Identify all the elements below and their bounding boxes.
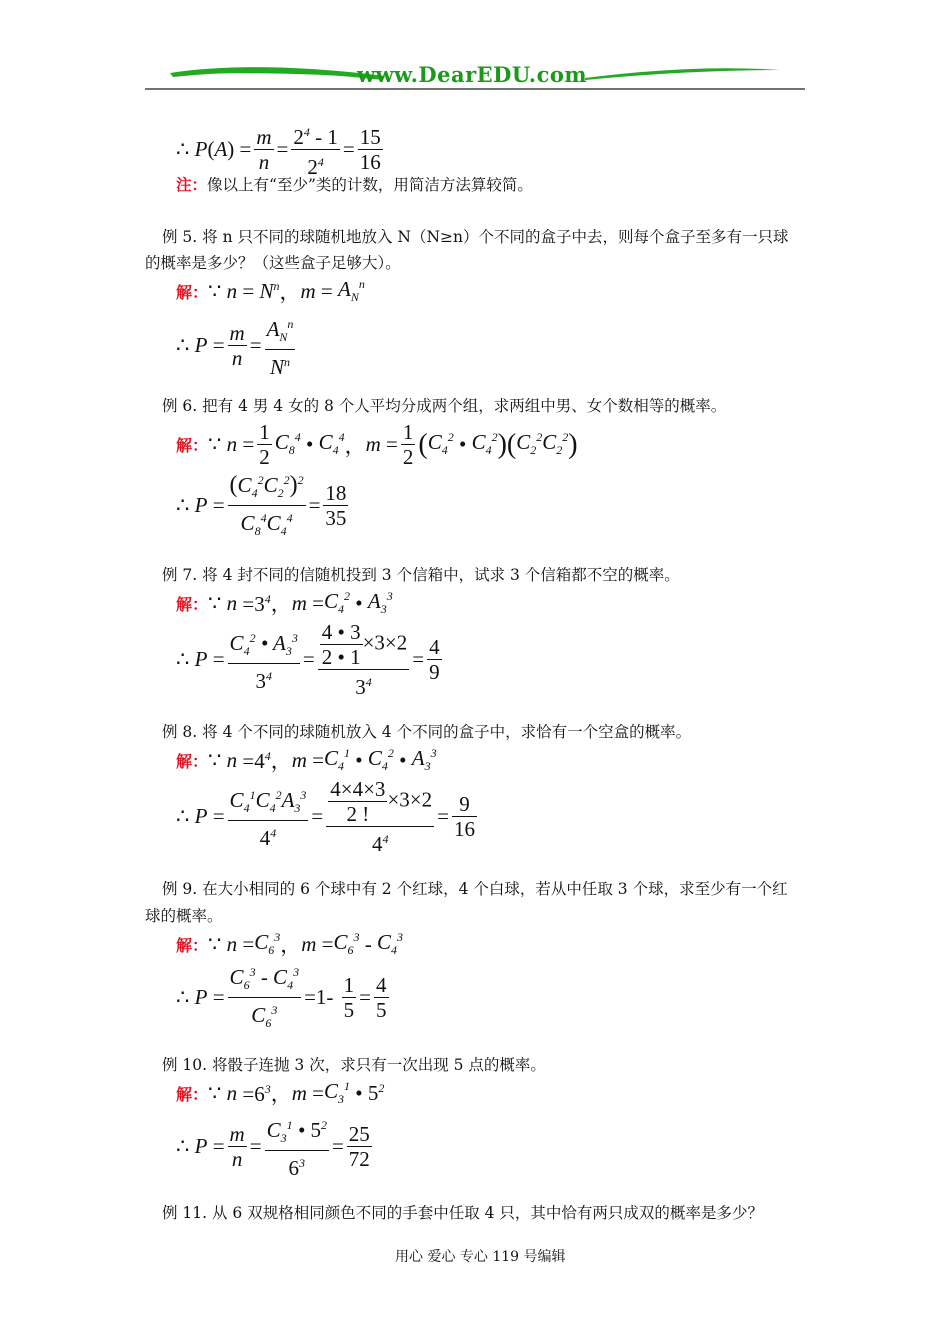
example-8-line1: 例 8. 将 4 个不同的球随机放入 4 个不同的盒子中，求恰有一个空盒的概率。 bbox=[162, 723, 692, 741]
example-5-result: ∴ P = $\frac{m}{n}$ = $\frac{A_N^n}{N^n}$ bbox=[176, 312, 298, 379]
header-logo bbox=[145, 58, 805, 94]
example-7-line1: 例 7. 将 4 封不同的信随机投到 3 个信箱中，试求 3 个信箱都不空的概率。 bbox=[162, 566, 680, 584]
example-10-line1: 例 10. 将骰子连抛 3 次，求只有一次出现 5 点的概率。 bbox=[162, 1056, 546, 1074]
example-6-result: ∴ P = $\frac{(C_4^2C_2^2)^2}{C_8^4C_4^4}$ = $\frac{18}{35}$ bbox=[176, 468, 351, 543]
example-5-given: 解： ∵ n = $N^n$ ， m = $A_N^n$ bbox=[176, 276, 365, 305]
note-label: 注： bbox=[176, 175, 208, 194]
example-6-line1: 例 6. 把有 4 男 4 女的 8 个人平均分成两个组，求两组中男、女个数相等的概率。 bbox=[162, 397, 727, 415]
example-8-result: ∴ P = $\frac{C_4^1C_4^2A_3^3}{4^4}$ = $\frac{4\times 4\times 3}{2 !}$ ×3×2 $4^4$ = $\frac{9}{16}$ bbox=[176, 777, 475, 856]
example-7-result: ∴ P = $\frac{C_4^2 • A_3^3}{3^4}$ = $\frac{4 • 3}{2 • 1}$ ×3×2 $3^4$ = $\frac{4}{9}$ bbox=[176, 620, 440, 699]
solve-label: 解： bbox=[176, 594, 209, 614]
example-10-result: ∴ P = $\frac{m}{n}$ = $\frac{C_3^1 • 5^2}{6^3}$ = $\frac{25}{72}$ bbox=[176, 1113, 375, 1180]
note-line bbox=[176, 172, 533, 198]
example-8-given: 解： ∵ n $=4^4$， m = $C_4^1$ • $C_4^2$ • $A_3^3$ bbox=[176, 745, 437, 774]
formula-pa: ∴ P ( A ) = $\frac{m}{n}$ = $\frac{2^4 - 1}{2^4}$ = $\frac{15}{16}$ bbox=[176, 120, 386, 179]
example-10-given: 解： ∵ n $=6^3$， m = $C_3^1$ • $5^2$ bbox=[176, 1078, 385, 1107]
example-9-result: ∴ P = $\frac{C_6^3 - C_4^3}{C_6^3}$ =1- $\frac{1}{5}$ = $\frac{4}{5}$ bbox=[176, 960, 392, 1035]
example-9-line1: 例 9. 在大小相同的 6 个球中有 2 个红球，4 个白球，若从中任取 3 个球，求至少有一个红 bbox=[162, 880, 788, 898]
page-footer: 用心 爱心 专心 119 号编辑 bbox=[395, 1249, 566, 1265]
solve-label: 解： bbox=[176, 1084, 209, 1104]
example-6-given: 解： ∵ n = $\frac{1}{2}$ $C_8^4$ • $C_4^4$ ， m = $\frac{1}{2}$ ( $C_4^2$ • $C_4^2$ )( $C_2^2C_2^2$ ) bbox=[176, 420, 578, 469]
example-11-line1: 例 11. 从 6 双规格相同颜色不同的手套中任取 4 只，其中恰有两只成双的概率是多少？ bbox=[162, 1204, 763, 1222]
example-9-given: 解： ∵ n = $C_6^3$ ， m = $C_6^3$ - $C_4^3$ bbox=[176, 929, 404, 958]
solve-label: 解： bbox=[176, 282, 209, 302]
example-5-line2: 的概率是多少？（这些盒子足够大）。 bbox=[145, 254, 401, 272]
note-text: 像以上有“至少”类的计数，用简洁方法算较简。 bbox=[207, 176, 533, 194]
example-7-given: 解： ∵ n $=3^4$， m = $C_4^2$ • $A_3^3$ bbox=[176, 588, 393, 617]
logo-text: www.DearEDU.com bbox=[357, 62, 588, 87]
example-9-line2: 球的概率。 bbox=[145, 907, 223, 925]
solve-label: 解： bbox=[176, 751, 209, 771]
solve-label: 解： bbox=[176, 935, 209, 955]
example-5-line1: 例 5. 将 n 只不同的球随机地放入 N（N≥n）个不同的盒子中去，则每个盒子至多有一只球 bbox=[162, 228, 789, 246]
solve-label: 解： bbox=[176, 436, 209, 455]
